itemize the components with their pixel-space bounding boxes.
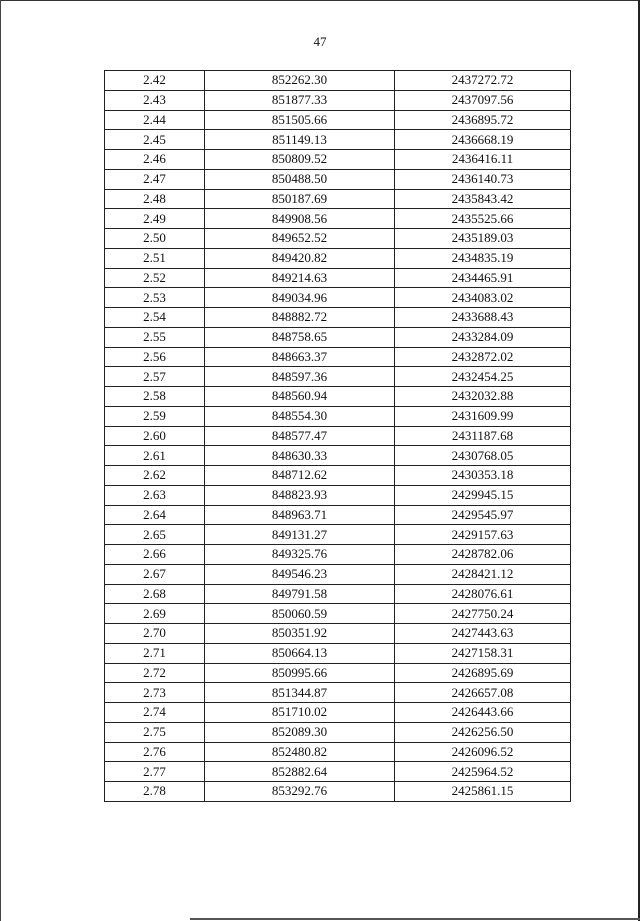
table-row xyxy=(105,169,571,189)
table-row xyxy=(105,584,571,604)
point-number-cell: 2.63 xyxy=(105,485,205,505)
table-row xyxy=(105,742,571,762)
table-row xyxy=(105,703,571,723)
point-number-cell: 2.66 xyxy=(105,545,205,565)
y-coordinate-cell: 2427750.24 xyxy=(395,604,571,624)
point-number-cell: 2.52 xyxy=(105,268,205,288)
y-coordinate-cell: 2434083.02 xyxy=(395,288,571,308)
x-coordinate-cell: 850351.92 xyxy=(205,624,395,644)
point-number-cell: 2.61 xyxy=(105,446,205,466)
point-number-cell: 2.47 xyxy=(105,169,205,189)
x-coordinate-cell: 850488.50 xyxy=(205,169,395,189)
point-number-cell: 2.51 xyxy=(105,248,205,268)
y-coordinate-cell: 2432454.25 xyxy=(395,367,571,387)
x-coordinate-cell: 852882.64 xyxy=(205,762,395,782)
point-number-cell: 2.72 xyxy=(105,663,205,683)
table-row xyxy=(105,308,571,328)
point-number-cell: 2.74 xyxy=(105,703,205,723)
point-number-cell: 2.62 xyxy=(105,466,205,486)
table-body xyxy=(105,71,571,802)
x-coordinate-cell: 849791.58 xyxy=(205,584,395,604)
table-row xyxy=(105,387,571,407)
y-coordinate-cell: 2427443.63 xyxy=(395,624,571,644)
y-coordinate-cell: 2435525.66 xyxy=(395,209,571,229)
table-row xyxy=(105,564,571,584)
y-coordinate-cell: 2434835.19 xyxy=(395,248,571,268)
y-coordinate-cell: 2425964.52 xyxy=(395,762,571,782)
table-row xyxy=(105,485,571,505)
point-number-cell: 2.59 xyxy=(105,406,205,426)
y-coordinate-cell: 2432032.88 xyxy=(395,387,571,407)
table-row xyxy=(105,288,571,308)
x-coordinate-cell: 848630.33 xyxy=(205,446,395,466)
table-row xyxy=(105,604,571,624)
y-coordinate-cell: 2426096.52 xyxy=(395,742,571,762)
point-number-cell: 2.46 xyxy=(105,150,205,170)
table-row xyxy=(105,406,571,426)
x-coordinate-cell: 849325.76 xyxy=(205,545,395,565)
x-coordinate-cell: 850060.59 xyxy=(205,604,395,624)
y-coordinate-cell: 2426657.08 xyxy=(395,683,571,703)
table-row xyxy=(105,782,571,802)
y-coordinate-cell: 2428782.06 xyxy=(395,545,571,565)
table-row xyxy=(105,209,571,229)
table-row xyxy=(105,525,571,545)
point-number-cell: 2.50 xyxy=(105,229,205,249)
table-row xyxy=(105,722,571,742)
x-coordinate-cell: 851344.87 xyxy=(205,683,395,703)
table-row xyxy=(105,505,571,525)
point-number-cell: 2.55 xyxy=(105,327,205,347)
y-coordinate-cell: 2428421.12 xyxy=(395,564,571,584)
coordinates-table xyxy=(104,70,571,802)
y-coordinate-cell: 2434465.91 xyxy=(395,268,571,288)
point-number-cell: 2.49 xyxy=(105,209,205,229)
table-row xyxy=(105,545,571,565)
x-coordinate-cell: 851149.13 xyxy=(205,130,395,150)
table-row xyxy=(105,466,571,486)
point-number-cell: 2.78 xyxy=(105,782,205,802)
y-coordinate-cell: 2435189.03 xyxy=(395,229,571,249)
y-coordinate-cell: 2431187.68 xyxy=(395,426,571,446)
point-number-cell: 2.42 xyxy=(105,71,205,91)
point-number-cell: 2.53 xyxy=(105,288,205,308)
point-number-cell: 2.45 xyxy=(105,130,205,150)
y-coordinate-cell: 2432872.02 xyxy=(395,347,571,367)
x-coordinate-cell: 851877.33 xyxy=(205,90,395,110)
x-coordinate-cell: 848823.93 xyxy=(205,485,395,505)
x-coordinate-cell: 849908.56 xyxy=(205,209,395,229)
x-coordinate-cell: 850664.13 xyxy=(205,643,395,663)
x-coordinate-cell: 849034.96 xyxy=(205,288,395,308)
x-coordinate-cell: 849214.63 xyxy=(205,268,395,288)
point-number-cell: 2.70 xyxy=(105,624,205,644)
point-number-cell: 2.67 xyxy=(105,564,205,584)
point-number-cell: 2.56 xyxy=(105,347,205,367)
table-row xyxy=(105,683,571,703)
table-row xyxy=(105,347,571,367)
page-number: 47 xyxy=(313,34,327,49)
x-coordinate-cell: 850995.66 xyxy=(205,663,395,683)
x-coordinate-cell: 852480.82 xyxy=(205,742,395,762)
y-coordinate-cell: 2433688.43 xyxy=(395,308,571,328)
x-coordinate-cell: 850809.52 xyxy=(205,150,395,170)
scan-edge-top xyxy=(0,0,640,1)
table-row xyxy=(105,248,571,268)
y-coordinate-cell: 2436416.11 xyxy=(395,150,571,170)
table-row xyxy=(105,268,571,288)
x-coordinate-cell: 853292.76 xyxy=(205,782,395,802)
table-row xyxy=(105,189,571,209)
x-coordinate-cell: 849420.82 xyxy=(205,248,395,268)
point-number-cell: 2.54 xyxy=(105,308,205,328)
point-number-cell: 2.57 xyxy=(105,367,205,387)
y-coordinate-cell: 2437097.56 xyxy=(395,90,571,110)
y-coordinate-cell: 2426256.50 xyxy=(395,722,571,742)
scan-edge-left xyxy=(0,0,1,921)
point-number-cell: 2.48 xyxy=(105,189,205,209)
y-coordinate-cell: 2429545.97 xyxy=(395,505,571,525)
table-row xyxy=(105,130,571,150)
point-number-cell: 2.64 xyxy=(105,505,205,525)
x-coordinate-cell: 852262.30 xyxy=(205,71,395,91)
table-row xyxy=(105,643,571,663)
y-coordinate-cell: 2435843.42 xyxy=(395,189,571,209)
y-coordinate-cell: 2426443.66 xyxy=(395,703,571,723)
y-coordinate-cell: 2431609.99 xyxy=(395,406,571,426)
point-number-cell: 2.68 xyxy=(105,584,205,604)
table-row xyxy=(105,150,571,170)
x-coordinate-cell: 848554.30 xyxy=(205,406,395,426)
point-number-cell: 2.44 xyxy=(105,110,205,130)
x-coordinate-cell: 848963.71 xyxy=(205,505,395,525)
table-row xyxy=(105,327,571,347)
y-coordinate-cell: 2426895.69 xyxy=(395,663,571,683)
point-number-cell: 2.58 xyxy=(105,387,205,407)
x-coordinate-cell: 850187.69 xyxy=(205,189,395,209)
y-coordinate-cell: 2433284.09 xyxy=(395,327,571,347)
table-row xyxy=(105,426,571,446)
point-number-cell: 2.43 xyxy=(105,90,205,110)
y-coordinate-cell: 2428076.61 xyxy=(395,584,571,604)
table-row xyxy=(105,229,571,249)
table-row xyxy=(105,110,571,130)
x-coordinate-cell: 849546.23 xyxy=(205,564,395,584)
y-coordinate-cell: 2429945.15 xyxy=(395,485,571,505)
x-coordinate-cell: 848758.65 xyxy=(205,327,395,347)
table-row xyxy=(105,762,571,782)
table-row xyxy=(105,663,571,683)
point-number-cell: 2.77 xyxy=(105,762,205,782)
point-number-cell: 2.65 xyxy=(105,525,205,545)
point-number-cell: 2.76 xyxy=(105,742,205,762)
scan-edge-bottom xyxy=(190,918,640,920)
point-number-cell: 2.71 xyxy=(105,643,205,663)
table-row xyxy=(105,71,571,91)
x-coordinate-cell: 851710.02 xyxy=(205,703,395,723)
table-row xyxy=(105,367,571,387)
y-coordinate-cell: 2436140.73 xyxy=(395,169,571,189)
y-coordinate-cell: 2430768.05 xyxy=(395,446,571,466)
y-coordinate-cell: 2429157.63 xyxy=(395,525,571,545)
point-number-cell: 2.75 xyxy=(105,722,205,742)
y-coordinate-cell: 2425861.15 xyxy=(395,782,571,802)
x-coordinate-cell: 848597.36 xyxy=(205,367,395,387)
x-coordinate-cell: 851505.66 xyxy=(205,110,395,130)
y-coordinate-cell: 2430353.18 xyxy=(395,466,571,486)
x-coordinate-cell: 848560.94 xyxy=(205,387,395,407)
x-coordinate-cell: 848882.72 xyxy=(205,308,395,328)
table-row xyxy=(105,446,571,466)
x-coordinate-cell: 848663.37 xyxy=(205,347,395,367)
y-coordinate-cell: 2436895.72 xyxy=(395,110,571,130)
x-coordinate-cell: 849652.52 xyxy=(205,229,395,249)
point-number-cell: 2.60 xyxy=(105,426,205,446)
y-coordinate-cell: 2437272.72 xyxy=(395,71,571,91)
point-number-cell: 2.73 xyxy=(105,683,205,703)
table-row xyxy=(105,90,571,110)
x-coordinate-cell: 852089.30 xyxy=(205,722,395,742)
point-number-cell: 2.69 xyxy=(105,604,205,624)
x-coordinate-cell: 848577.47 xyxy=(205,426,395,446)
table-row xyxy=(105,624,571,644)
y-coordinate-cell: 2436668.19 xyxy=(395,130,571,150)
y-coordinate-cell: 2427158.31 xyxy=(395,643,571,663)
x-coordinate-cell: 849131.27 xyxy=(205,525,395,545)
x-coordinate-cell: 848712.62 xyxy=(205,466,395,486)
